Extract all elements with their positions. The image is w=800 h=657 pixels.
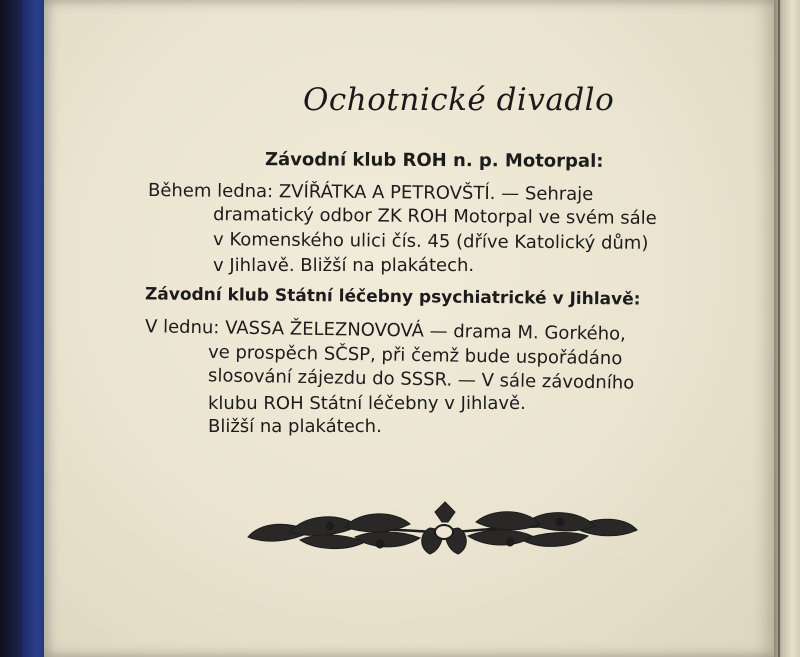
section2-line-4: klubu ROH Státní léčebny v Jihlavě.	[208, 393, 526, 414]
section2-line-1: V lednu: VASSA ŽELEZNOVOVÁ — drama M. Gorkého,	[144, 316, 626, 345]
section1-line-3: v Komenského ulici čís. 45 (dříve Katolický dům)	[212, 229, 649, 254]
page-fold-line	[778, 0, 780, 657]
section1-line-4: v Jihlavě. Bližší na plakátech.	[213, 255, 475, 276]
section2-line-5: Bližší na plakátech.	[208, 416, 382, 437]
page-heading: Ochotnické divadlo	[303, 82, 615, 118]
section2-line-2: ve prospěch SČSP, při čemž bude uspořádáno	[207, 341, 623, 370]
section2-line-3: slosování zájezdu do SSSR. — V sále závodního	[207, 365, 635, 394]
section1-line-2: dramatický odbor ZK ROH Motorpal ve svém sále	[212, 204, 657, 229]
section2-title: Závodní klub Státní léčebny psychiatrické v Jihlavě:	[144, 284, 641, 310]
section1-line-1: Během ledna: ZVÍŘÁTKA A PETROVŠTÍ. — Sehraje	[147, 180, 594, 205]
section1-title: Závodní klub ROH n. p. Motorpal:	[264, 149, 604, 172]
laurel-ornament-icon	[230, 492, 655, 564]
